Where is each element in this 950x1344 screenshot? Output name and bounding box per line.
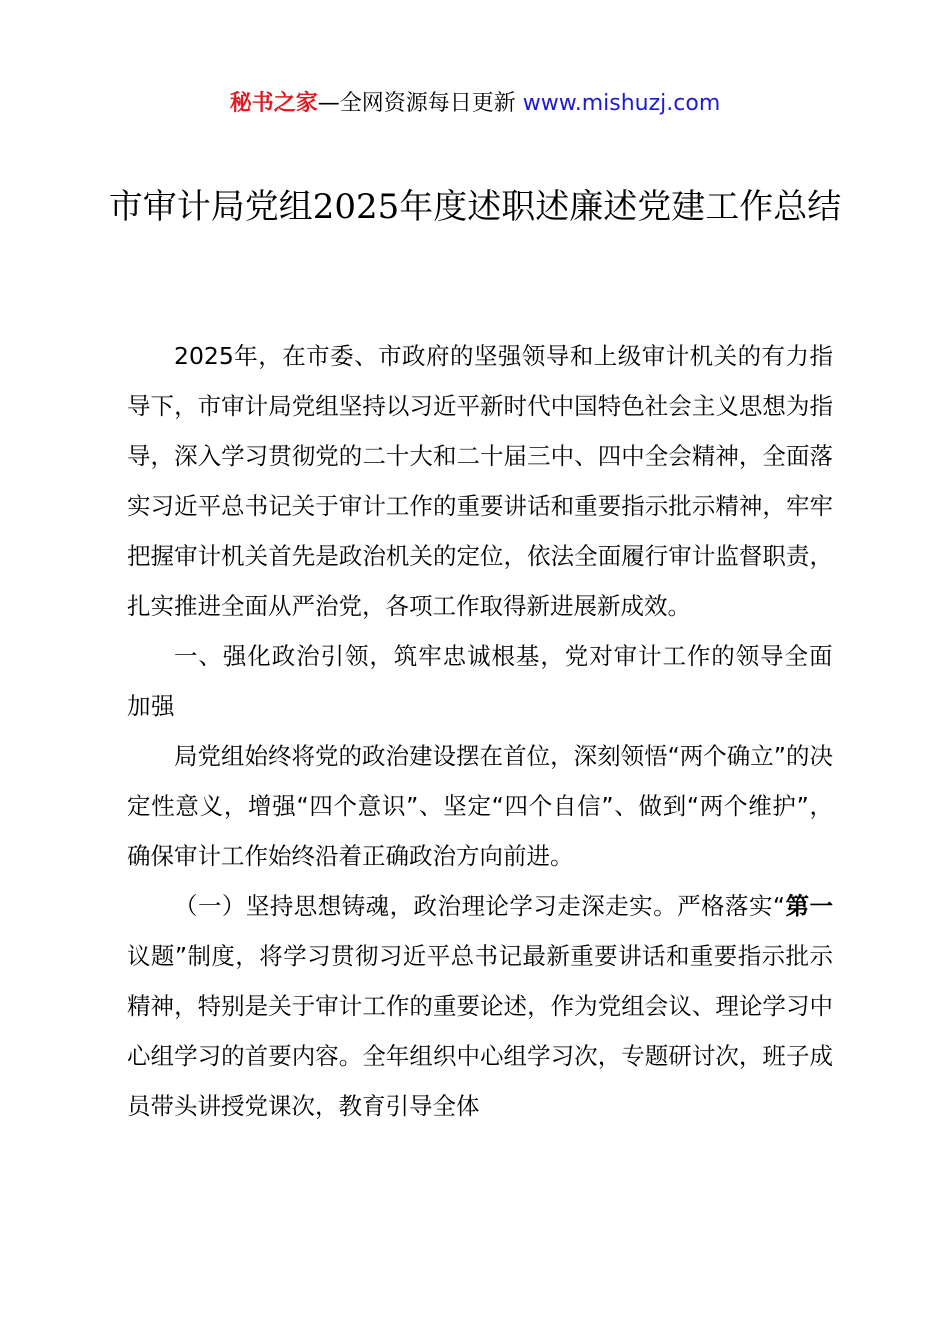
subsection-1-paragraph: [127, 881, 833, 1131]
section-1-paragraph: 局党组始终将党的政治建设摆在首位，深刻领悟“两个确立”的决定性意义，增强“四个意识”、坚定“四个自信”、做到“两个维护”，确保审计工作始终沿着正确政治方向前进。: [127, 742, 833, 870]
site-header: [0, 88, 950, 120]
brand-name: 秘书之家: [229, 91, 318, 116]
header-tagline: —全网资源每日更新: [317, 91, 523, 116]
site-url-link[interactable]: www.mishuzj.com: [522, 91, 721, 116]
document-title: 市审计局党组2025年度述职述廉述党建工作总结: [108, 187, 842, 227]
section-heading-1: 一、强化政治引领，筑牢忠诚根基，党对审计工作的领导全面加强: [127, 642, 833, 720]
document-body: [127, 331, 833, 1131]
intro-paragraph: 2025年，在市委、市政府的坚强领导和上级审计机关的有力指导下，市审计局党组坚持以习近平新时代中国特色社会主义思想为指导，深入学习贯彻党的二十大和二十届三中、四中全会精神，全面落实习近平总书记关于审计工作的重要讲话和重要指示批示精神，牢牢把握审计机关首先是政治机关的定位，依法全面履行审计监督职责，扎实推进全面从严治党，各项工作取得新进展新成效。: [127, 342, 833, 620]
subsection-1-bold-text: 第一: [785, 892, 833, 920]
subsection-1-rest: 议题”制度，将学习贯彻习近平总书记最新重要讲话和重要指示批示精神，特别是关于审计工作的重要论述，作为党组会议、理论学习中心组学习的首要内容。全年组织中心组学习次，专题研讨次，班子成员带头讲授党课次，教育引导全体: [127, 942, 833, 1120]
subsection-1-lead: （一）坚持思想铸魂，政治理论学习走深走实。严格落实“: [174, 892, 786, 920]
